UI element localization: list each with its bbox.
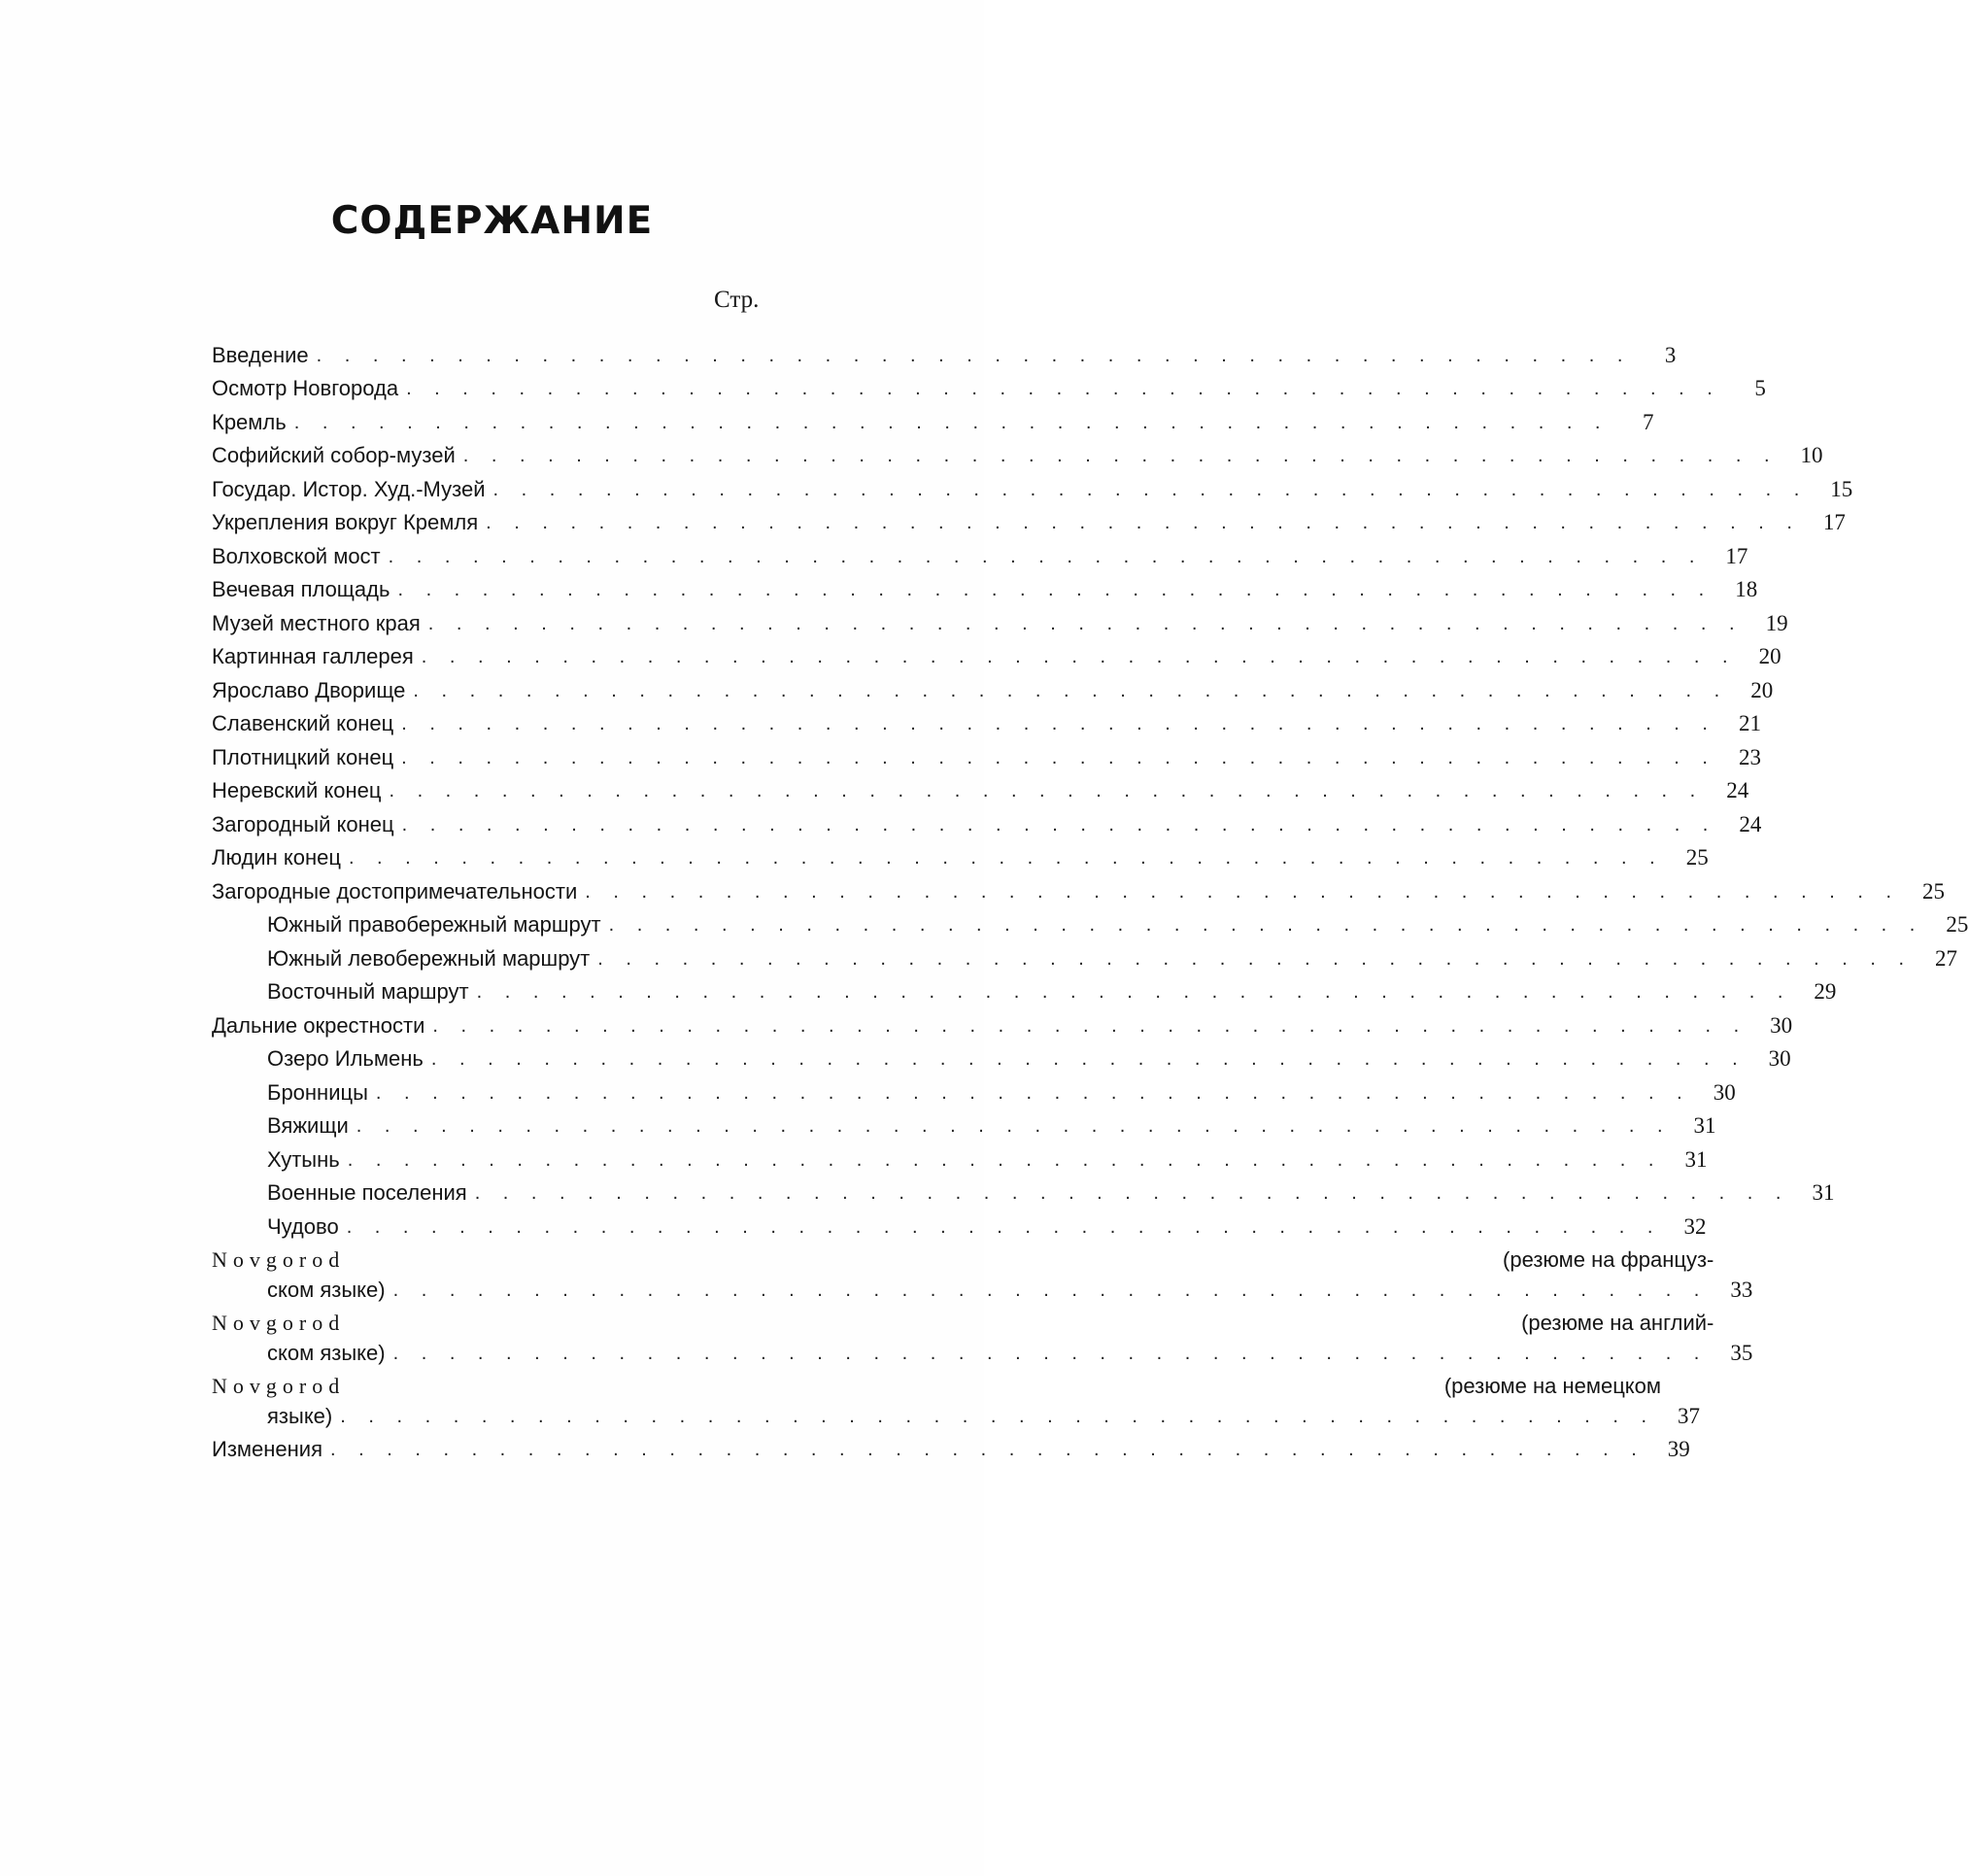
toc-entry <box>212 669 1774 703</box>
page-title: СОДЕРЖАНИЕ <box>330 199 654 243</box>
resume-title: Novgorod <box>212 1310 346 1335</box>
dot-leader <box>601 912 1930 938</box>
resume-line-2 <box>212 1273 1714 1303</box>
toc-entry-page: 25 <box>1946 912 1968 937</box>
resume-line-1 <box>212 1306 1714 1336</box>
toc-entry-title: Южный правобережный маршрут <box>267 912 601 937</box>
toc-entry-page: 17 <box>1725 543 1748 568</box>
dot-leader <box>478 510 1807 535</box>
toc-entry-title: Дальние окрестности <box>212 1012 425 1038</box>
dot-leader <box>486 477 1815 502</box>
toc-entry-page: 21 <box>1738 711 1761 735</box>
toc-entry-title: Загородный конец <box>212 811 394 836</box>
toc-entry-title: Укрепления вокруг Кремля <box>212 510 479 534</box>
dot-leader <box>467 1180 1796 1206</box>
toc-entry-title: Хутынь <box>267 1146 340 1172</box>
dot-leader <box>590 946 1918 972</box>
toc-entry-page: 23 <box>1738 744 1761 769</box>
resume-line-2 <box>212 1336 1714 1366</box>
resume-note-continued: ском языке) <box>267 1277 386 1302</box>
toc-entry <box>212 602 1788 636</box>
toc-entry-title: Бронницы <box>267 1079 368 1105</box>
toc-entry <box>212 435 1823 469</box>
toc-entry <box>212 535 1748 569</box>
toc-entry-title: Изменения <box>212 1437 322 1461</box>
dot-leader <box>381 778 1710 803</box>
toc-entry-page: 24 <box>1726 778 1749 802</box>
dot-leader <box>287 410 1615 435</box>
toc-entry <box>212 803 1762 837</box>
toc-subentry <box>212 904 1968 938</box>
dot-leader <box>340 1147 1669 1173</box>
dot-leader <box>368 1080 1697 1106</box>
toc-entry-page: 37 <box>1678 1403 1701 1428</box>
resume-note-continued: языке) <box>267 1403 333 1428</box>
dot-leader <box>322 1437 1651 1462</box>
toc-entry <box>212 1005 1793 1039</box>
resume-title: Novgorod <box>212 1373 346 1398</box>
dot-leader <box>398 376 1727 401</box>
resume-line-1 <box>212 1369 1661 1399</box>
toc-entry-page: 31 <box>1693 1113 1716 1138</box>
dot-leader <box>349 1113 1678 1139</box>
toc-entry-title: Восточный маршрут <box>267 979 469 1004</box>
toc-entry-title: Осмотр Новгорода <box>212 376 399 400</box>
toc-entry-page: 25 <box>1685 845 1709 870</box>
toc-entry-page: 17 <box>1822 510 1846 534</box>
dot-leader <box>469 979 1798 1005</box>
toc-entry-title: Волховской мост <box>212 543 381 568</box>
toc-entry-page: 5 <box>1754 376 1766 400</box>
resume-note-continued: ском языке) <box>267 1340 386 1365</box>
resume-line-1 <box>212 1243 1714 1273</box>
toc-entry-title: Кремль <box>212 409 287 434</box>
toc-entry <box>212 401 1654 435</box>
toc-entry <box>212 1429 1690 1463</box>
dot-leader <box>394 812 1723 837</box>
dot-leader <box>424 1046 1752 1072</box>
toc-entry-page: 35 <box>1730 1340 1753 1365</box>
resume-text-block <box>212 1369 1661 1429</box>
toc-entry-page: 20 <box>1750 677 1774 702</box>
resume-note: (резюме на француз- <box>1503 1246 1714 1272</box>
toc-entry <box>212 870 1946 904</box>
dot-leader <box>332 1404 1661 1429</box>
toc-entry-title: Введение <box>212 342 309 367</box>
resume-text-block <box>212 1306 1714 1366</box>
toc-subentry <box>212 938 1958 972</box>
toc-entry-title: Людин конец <box>212 845 341 870</box>
dot-leader <box>577 879 1906 904</box>
toc-entry-page: 20 <box>1758 644 1781 668</box>
toc-entry-page: 18 <box>1735 577 1758 601</box>
toc-entry <box>212 703 1761 737</box>
toc-entry-title: Плотницкий конец <box>212 744 394 769</box>
toc-entry <box>212 736 1761 770</box>
resume-note: (резюме на англий- <box>1521 1310 1714 1335</box>
toc-entry-title: Государ. Истор. Худ.-Музей <box>212 476 486 501</box>
toc-entry-page: 7 <box>1643 409 1654 434</box>
dot-leader <box>421 611 1749 636</box>
toc-entry-page: 27 <box>1935 945 1958 971</box>
dot-leader <box>405 678 1734 703</box>
resume-note: (резюме на немецком <box>1443 1373 1662 1398</box>
toc-entry-page: 30 <box>1770 1012 1793 1038</box>
dot-leader <box>393 745 1722 770</box>
dot-leader <box>456 443 1784 468</box>
toc-entry-page: 29 <box>1814 979 1837 1004</box>
toc-entry-page: 10 <box>1800 443 1823 467</box>
dot-leader <box>390 577 1718 602</box>
toc-entry-title: Вечевая площадь <box>212 577 390 601</box>
toc-entry-page: 31 <box>1684 1146 1708 1172</box>
toc-entry-title: Софийский собор-музей <box>212 443 456 467</box>
dot-leader <box>386 1341 1714 1366</box>
toc-entry-title: Музей местного края <box>212 610 421 635</box>
toc-entry <box>212 468 1853 502</box>
table-of-contents <box>212 334 1968 1462</box>
toc-entry-page: 25 <box>1922 878 1946 904</box>
toc-entry-title: Неревский конец <box>212 778 382 802</box>
toc-entry-title: Вяжищи <box>267 1113 349 1138</box>
toc-entry-page: 30 <box>1713 1079 1736 1105</box>
toc-entry <box>212 770 1749 804</box>
toc-subentry <box>212 1039 1791 1073</box>
toc-entry-title: Озеро Ильмень <box>267 1046 424 1071</box>
toc-subentry <box>212 1106 1716 1140</box>
dot-leader <box>341 845 1670 870</box>
toc-entry-page: 15 <box>1830 476 1853 501</box>
toc-entry-page: 3 <box>1664 342 1677 367</box>
dot-leader <box>381 544 1710 569</box>
toc-entry-page: 19 <box>1765 610 1788 635</box>
toc-entry-title: Загородные достопримечательности <box>212 878 578 904</box>
toc-subentry <box>212 972 1837 1006</box>
toc-entry-page: 33 <box>1730 1277 1753 1302</box>
toc-entry-page: 30 <box>1768 1046 1791 1071</box>
toc-entry-page: 31 <box>1812 1180 1835 1205</box>
toc-entry <box>212 502 1846 536</box>
toc-subentry <box>212 1206 1707 1240</box>
dot-leader <box>393 711 1722 736</box>
page-column-header: Стр. <box>714 287 760 313</box>
toc-entry-title: Картинная галлерея <box>212 644 414 668</box>
toc-entry-page: 39 <box>1667 1437 1690 1461</box>
toc-entry <box>212 569 1758 603</box>
dot-leader <box>309 343 1638 368</box>
dot-leader <box>414 644 1743 669</box>
toc-entry-resume-english <box>212 1303 1753 1366</box>
resume-line-2 <box>212 1399 1661 1429</box>
toc-entry-resume-german <box>212 1366 1701 1429</box>
toc-subentry <box>212 1072 1736 1106</box>
toc-entry <box>212 334 1677 368</box>
dot-leader <box>339 1214 1668 1240</box>
toc-entry <box>212 837 1709 871</box>
toc-entry-resume-french <box>212 1240 1753 1303</box>
toc-entry-title: Чудово <box>267 1213 339 1239</box>
toc-subentry <box>212 1173 1835 1207</box>
toc-entry-title: Ярославо Дворище <box>212 677 406 702</box>
dot-leader <box>386 1278 1714 1303</box>
toc-entry <box>212 368 1766 402</box>
toc-entry-page: 32 <box>1683 1213 1707 1239</box>
toc-entry-title: Южный левобережный маршрут <box>267 945 591 971</box>
toc-entry-title: Военные поселения <box>267 1180 467 1205</box>
toc-entry-page: 24 <box>1739 811 1762 836</box>
dot-leader <box>424 1013 1753 1039</box>
toc-subentry <box>212 1139 1708 1173</box>
resume-title: Novgorod <box>212 1246 346 1272</box>
resume-text-block <box>212 1243 1714 1303</box>
toc-entry-title: Славенский конец <box>212 711 394 735</box>
toc-entry <box>212 636 1781 670</box>
